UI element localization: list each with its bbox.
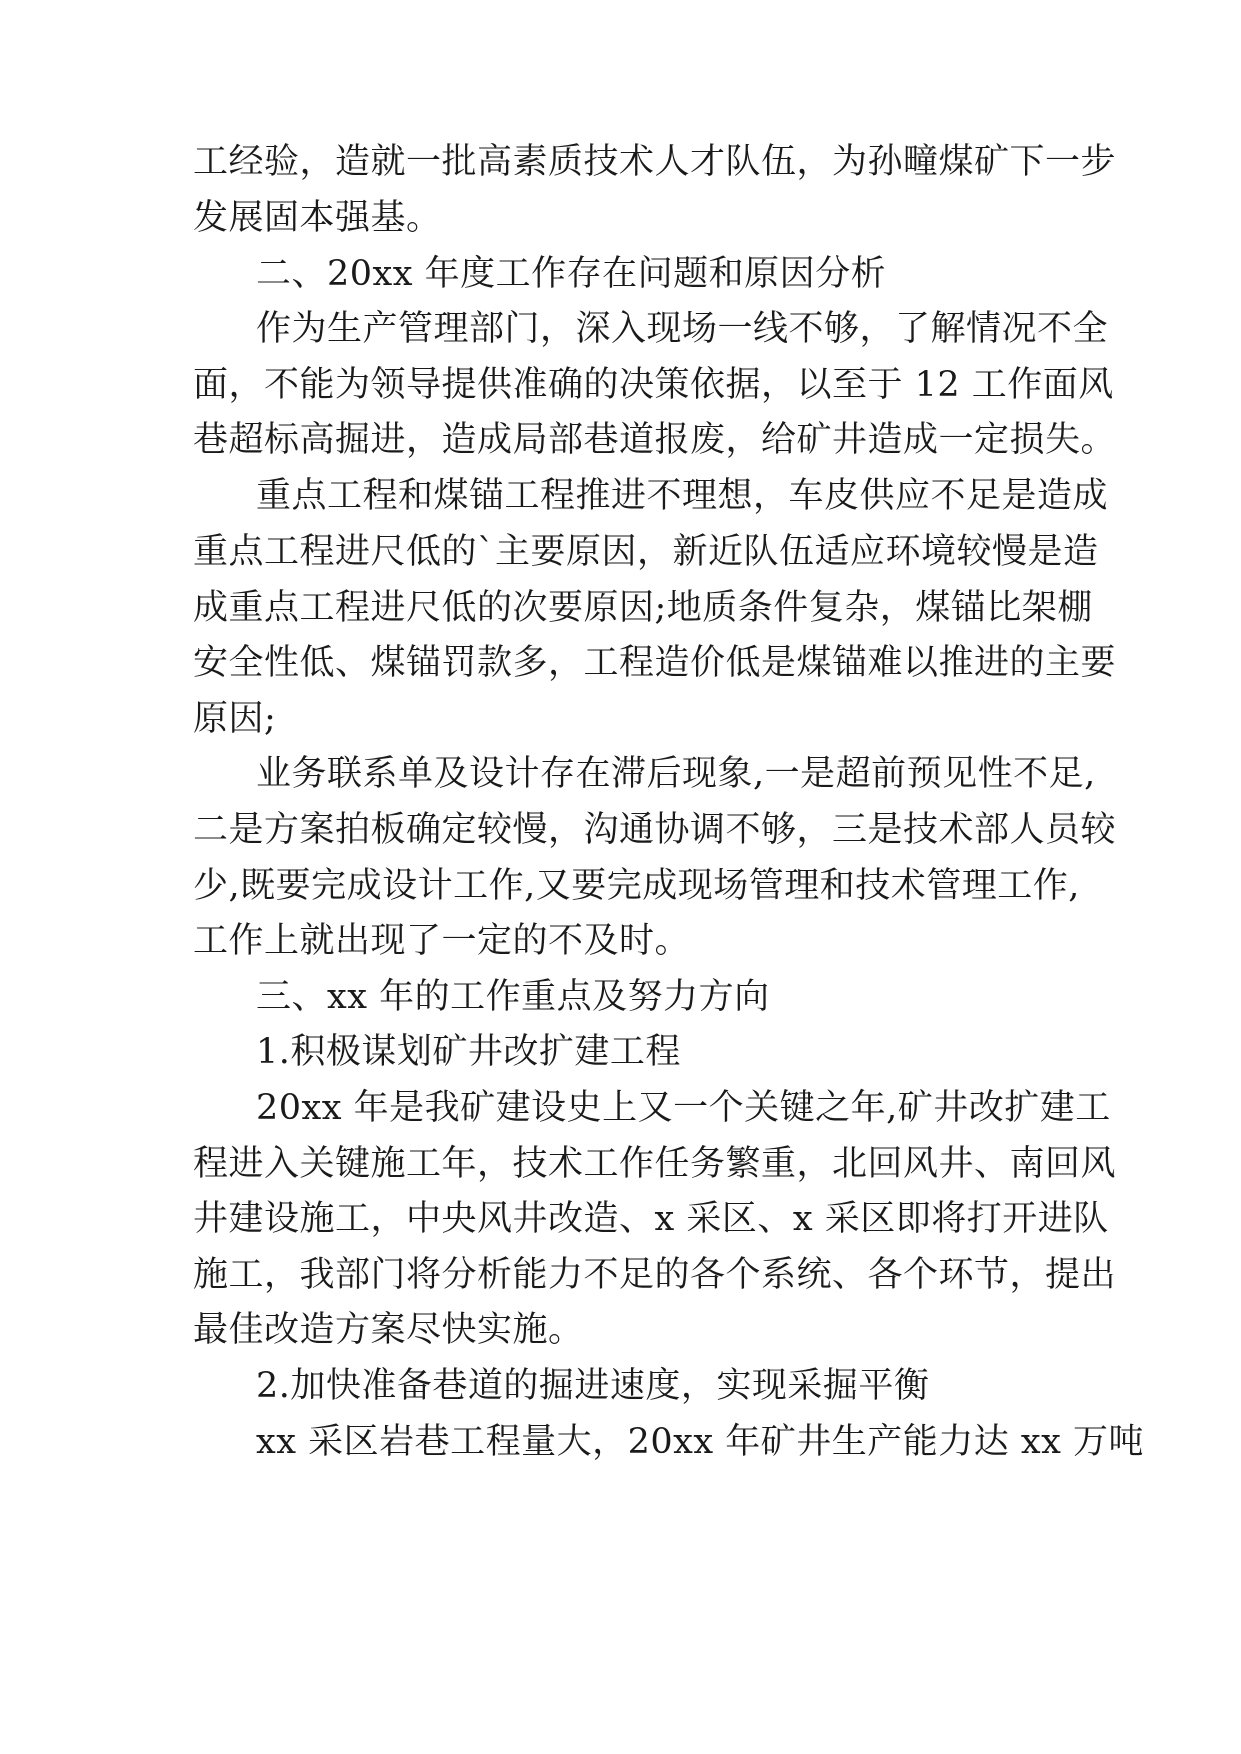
paragraph-line: 工作上就出现了一定的不及时。 (193, 921, 691, 961)
paragraph-line: 少,既要完成设计工作,又要完成现场管理和技术管理工作, (193, 866, 1080, 906)
paragraph-line: 原因; (193, 699, 277, 739)
subsection-heading: 2.加快准备巷道的掘进速度，实现采掘平衡 (256, 1366, 930, 1406)
paragraph-line: 20xx 年是我矿建设史上又一个关键之年,矿井改扩建工 (256, 1088, 1111, 1128)
section-heading: 三、xx 年的工作重点及努力方向 (256, 977, 770, 1017)
paragraph-line: 工经验，造就一批高素质技术人才队伍，为孙疃煤矿下一步 (193, 142, 1117, 182)
paragraph-line: 发展固本强基。 (193, 198, 442, 238)
paragraph-line: 重点工程和煤锚工程推进不理想，车皮供应不足是造成 (256, 476, 1109, 516)
section-heading: 二、20xx 年度工作存在问题和原因分析 (256, 254, 887, 294)
paragraph-line: 最佳改造方案尽快实施。 (193, 1310, 584, 1350)
paragraph-line: 施工，我部门将分析能力不足的各个系统、各个环节，提出 (193, 1255, 1117, 1295)
paragraph-line: 重点工程进尺低的`主要原因，新近队伍适应环境较慢是造 (193, 532, 1099, 572)
paragraph-line: xx 采区岩巷工程量大，20xx 年矿井生产能力达 xx 万吨 (256, 1422, 1144, 1462)
paragraph-line: 业务联系单及设计存在滞后现象,一是超前预见性不足, (256, 754, 1096, 794)
paragraph-line: 井建设施工，中央风井改造、x 采区、x 采区即将打开进队 (193, 1199, 1109, 1239)
paragraph-line: 巷超标高掘进，造成局部巷道报废，给矿井造成一定损失。 (193, 420, 1117, 460)
paragraph-line: 面，不能为领导提供准确的决策依据，以至于 12 工作面风 (193, 365, 1114, 405)
paragraph-line: 程进入关键施工年，技术工作任务繁重，北回风井、南回风 (193, 1144, 1117, 1184)
paragraph-line: 成重点工程进尺低的次要原因;地质条件复杂，煤锚比架棚 (193, 588, 1093, 628)
subsection-heading: 1.积极谋划矿井改扩建工程 (256, 1032, 681, 1072)
paragraph-line: 作为生产管理部门，深入现场一线不够，了解情况不全 (256, 309, 1109, 349)
paragraph-line: 安全性低、煤锚罚款多，工程造价低是煤锚难以推进的主要 (193, 643, 1117, 683)
paragraph-line: 二是方案拍板确定较慢，沟通协调不够，三是技术部人员较 (193, 810, 1117, 850)
